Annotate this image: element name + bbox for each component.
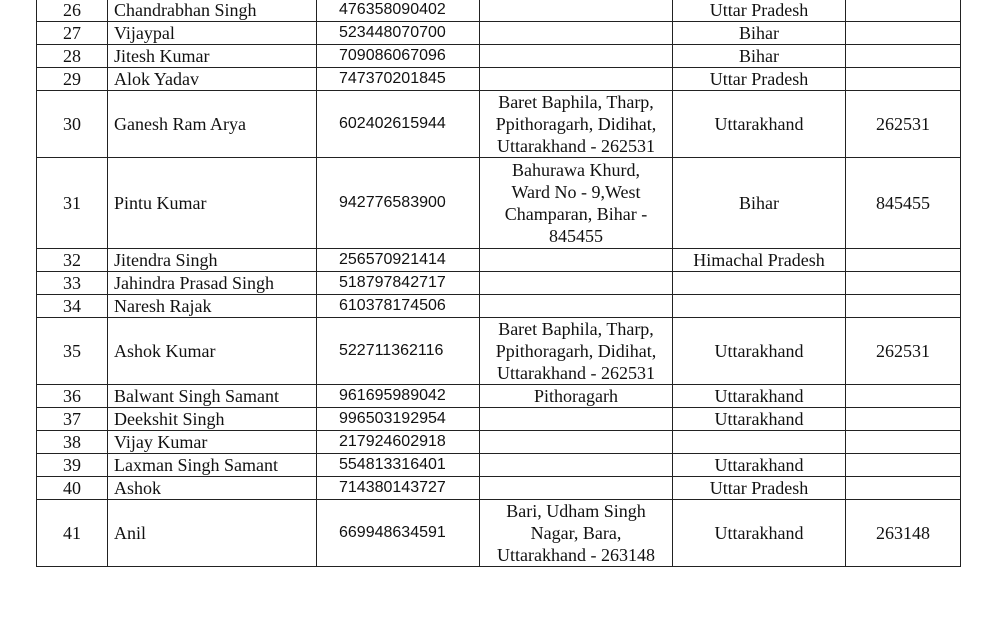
serial-number-cell bbox=[37, 272, 108, 295]
name-cell-text: Pintu Kumar bbox=[114, 193, 207, 213]
name-cell bbox=[108, 91, 317, 158]
state-cell bbox=[673, 477, 846, 500]
name-cell-text: Deekshit Singh bbox=[114, 409, 225, 429]
address-line: Bahurawa Khurd, bbox=[512, 160, 640, 180]
state-cell-text: Himachal Pradesh bbox=[693, 250, 825, 270]
serial-number-cell bbox=[37, 91, 108, 158]
name-cell-text: Jahindra Prasad Singh bbox=[114, 273, 274, 293]
address-line: Ppithoragarh, Didihat, bbox=[495, 114, 657, 134]
serial-number-cell-text: 31 bbox=[63, 193, 81, 213]
name-cell bbox=[108, 318, 317, 385]
id-number-cell bbox=[317, 249, 480, 272]
name-cell bbox=[108, 408, 317, 431]
state-cell bbox=[673, 68, 846, 91]
table-row bbox=[37, 158, 961, 249]
serial-number-cell bbox=[37, 295, 108, 318]
serial-number-cell bbox=[37, 454, 108, 477]
state-cell bbox=[673, 158, 846, 249]
serial-number-cell-text: 41 bbox=[63, 523, 81, 543]
name-cell bbox=[108, 0, 317, 22]
id-number-cell bbox=[317, 431, 480, 454]
address-line: Baret Baphila, Tharp, bbox=[498, 92, 654, 112]
serial-number-cell bbox=[37, 477, 108, 500]
name-cell bbox=[108, 249, 317, 272]
state-cell bbox=[673, 318, 846, 385]
table-row bbox=[37, 249, 961, 272]
serial-number-cell-text: 29 bbox=[63, 69, 81, 89]
serial-number-cell bbox=[37, 0, 108, 22]
id-number-cell-text: 942776583900 bbox=[339, 194, 446, 211]
name-cell bbox=[108, 385, 317, 408]
id-number-cell bbox=[317, 408, 480, 431]
address-cell bbox=[480, 500, 673, 567]
address-cell bbox=[480, 22, 673, 45]
serial-number-cell bbox=[37, 431, 108, 454]
name-cell-text: Jitendra Singh bbox=[114, 250, 218, 270]
address-cell bbox=[480, 45, 673, 68]
document-table-container bbox=[36, 0, 960, 567]
name-cell bbox=[108, 45, 317, 68]
pincode-cell bbox=[846, 431, 961, 454]
name-cell-text: Ganesh Ram Arya bbox=[114, 114, 246, 134]
state-cell-text: Uttarakhand bbox=[714, 386, 804, 406]
serial-number-cell-text: 27 bbox=[63, 23, 81, 43]
id-number-cell-text: 522711362116 bbox=[339, 342, 444, 359]
address-cell bbox=[480, 272, 673, 295]
pincode-cell-text: 263148 bbox=[876, 523, 930, 543]
name-cell bbox=[108, 272, 317, 295]
id-number-cell-text: 518797842717 bbox=[339, 274, 446, 291]
serial-number-cell-text: 30 bbox=[63, 114, 81, 134]
pincode-cell bbox=[846, 249, 961, 272]
pincode-cell bbox=[846, 318, 961, 385]
state-cell bbox=[673, 22, 846, 45]
pincode-cell-text: 845455 bbox=[876, 193, 930, 213]
table-row bbox=[37, 295, 961, 318]
state-cell-text: Bihar bbox=[739, 23, 779, 43]
id-number-cell-text: 554813316401 bbox=[339, 456, 446, 473]
table-row bbox=[37, 45, 961, 68]
name-cell-text: Vijaypal bbox=[114, 23, 175, 43]
id-number-cell bbox=[317, 272, 480, 295]
serial-number-cell bbox=[37, 22, 108, 45]
name-cell-text: Chandrabhan Singh bbox=[114, 0, 257, 20]
pincode-cell bbox=[846, 22, 961, 45]
address-line: Nagar, Bara, bbox=[530, 523, 622, 543]
serial-number-cell-text: 38 bbox=[63, 432, 81, 452]
address-line: 845455 bbox=[549, 226, 603, 246]
name-cell-text: Laxman Singh Samant bbox=[114, 455, 278, 475]
pincode-cell bbox=[846, 295, 961, 318]
pincode-cell bbox=[846, 45, 961, 68]
table-row bbox=[37, 431, 961, 454]
table-row bbox=[37, 408, 961, 431]
id-number-cell bbox=[317, 45, 480, 68]
pincode-cell-text: 262531 bbox=[876, 114, 930, 134]
state-cell bbox=[673, 454, 846, 477]
serial-number-cell bbox=[37, 249, 108, 272]
state-cell-text: Uttarakhand bbox=[714, 523, 804, 543]
name-cell-text: Vijay Kumar bbox=[114, 432, 208, 452]
id-number-cell-text: 476358090402 bbox=[339, 1, 446, 18]
pincode-cell bbox=[846, 68, 961, 91]
pincode-cell bbox=[846, 158, 961, 249]
name-cell-text: Naresh Rajak bbox=[114, 296, 212, 316]
serial-number-cell-text: 39 bbox=[63, 455, 81, 475]
id-number-cell bbox=[317, 454, 480, 477]
name-cell-text: Ashok bbox=[114, 478, 162, 498]
name-cell bbox=[108, 158, 317, 249]
address-cell bbox=[480, 0, 673, 22]
address-line: Uttarakhand - 262531 bbox=[497, 363, 655, 383]
table-body bbox=[37, 0, 961, 567]
id-number-cell-text: 714380143727 bbox=[339, 479, 446, 496]
serial-number-cell-text: 34 bbox=[63, 296, 81, 316]
address-line: Uttarakhand - 263148 bbox=[497, 545, 655, 565]
table-row bbox=[37, 500, 961, 567]
address-cell bbox=[480, 318, 673, 385]
serial-number-cell bbox=[37, 500, 108, 567]
address-cell bbox=[480, 454, 673, 477]
table-row bbox=[37, 68, 961, 91]
name-cell bbox=[108, 68, 317, 91]
state-cell bbox=[673, 45, 846, 68]
state-cell-text: Uttar Pradesh bbox=[709, 69, 809, 89]
id-number-cell-text: 996503192954 bbox=[339, 410, 446, 427]
name-cell-text: Alok Yadav bbox=[114, 69, 200, 89]
address-line: Pithoragarh bbox=[534, 386, 618, 406]
name-cell-text: Anil bbox=[114, 523, 147, 543]
serial-number-cell bbox=[37, 68, 108, 91]
table-row bbox=[37, 272, 961, 295]
id-number-cell bbox=[317, 68, 480, 91]
name-cell-text: Ashok Kumar bbox=[114, 341, 216, 361]
serial-number-cell-text: 33 bbox=[63, 273, 81, 293]
name-cell bbox=[108, 431, 317, 454]
state-cell bbox=[673, 249, 846, 272]
state-cell-text: Uttar Pradesh bbox=[709, 0, 809, 20]
pincode-cell bbox=[846, 0, 961, 22]
pincode-cell-text: 262531 bbox=[876, 341, 930, 361]
serial-number-cell bbox=[37, 318, 108, 385]
serial-number-cell bbox=[37, 45, 108, 68]
address-line: Ward No - 9,West bbox=[511, 182, 641, 202]
name-cell bbox=[108, 454, 317, 477]
name-cell bbox=[108, 500, 317, 567]
id-number-cell-text: 961695989042 bbox=[339, 387, 446, 404]
serial-number-cell bbox=[37, 385, 108, 408]
serial-number-cell-text: 40 bbox=[63, 478, 81, 498]
serial-number-cell-text: 28 bbox=[63, 46, 81, 66]
name-cell bbox=[108, 295, 317, 318]
id-number-cell-text: 747370201845 bbox=[339, 70, 446, 87]
id-number-cell-text: 523448070700 bbox=[339, 24, 446, 41]
state-cell bbox=[673, 0, 846, 22]
serial-number-cell-text: 37 bbox=[63, 409, 81, 429]
address-line: Baret Baphila, Tharp, bbox=[498, 319, 654, 339]
pincode-cell bbox=[846, 385, 961, 408]
address-cell bbox=[480, 385, 673, 408]
pincode-cell bbox=[846, 454, 961, 477]
state-cell bbox=[673, 272, 846, 295]
serial-number-cell-text: 26 bbox=[63, 0, 81, 20]
pincode-cell bbox=[846, 408, 961, 431]
state-cell bbox=[673, 408, 846, 431]
id-number-cell bbox=[317, 477, 480, 500]
table-row bbox=[37, 477, 961, 500]
state-cell-text: Uttar Pradesh bbox=[709, 478, 809, 498]
address-cell bbox=[480, 477, 673, 500]
address-cell bbox=[480, 91, 673, 158]
pincode-cell bbox=[846, 272, 961, 295]
id-number-cell bbox=[317, 22, 480, 45]
id-number-cell bbox=[317, 158, 480, 249]
address-cell bbox=[480, 158, 673, 249]
id-number-cell bbox=[317, 295, 480, 318]
id-number-cell-text: 709086067096 bbox=[339, 47, 446, 64]
state-cell-text: Uttarakhand bbox=[714, 409, 804, 429]
state-cell bbox=[673, 91, 846, 158]
pincode-cell bbox=[846, 91, 961, 158]
address-line: Champaran, Bihar - bbox=[504, 204, 648, 224]
state-cell bbox=[673, 295, 846, 318]
table-row bbox=[37, 318, 961, 385]
serial-number-cell bbox=[37, 408, 108, 431]
id-number-cell-text: 669948634591 bbox=[339, 524, 446, 541]
name-cell bbox=[108, 22, 317, 45]
serial-number-cell-text: 36 bbox=[63, 386, 81, 406]
id-number-cell bbox=[317, 318, 480, 385]
id-number-cell-text: 602402615944 bbox=[339, 115, 446, 132]
name-cell-text: Jitesh Kumar bbox=[114, 46, 210, 66]
table-row bbox=[37, 22, 961, 45]
id-number-cell bbox=[317, 0, 480, 22]
address-line: Uttarakhand - 262531 bbox=[497, 136, 655, 156]
pincode-cell bbox=[846, 500, 961, 567]
state-cell-text: Bihar bbox=[739, 193, 779, 213]
id-number-cell-text: 256570921414 bbox=[339, 251, 446, 268]
serial-number-cell bbox=[37, 158, 108, 249]
state-cell-text: Bihar bbox=[739, 46, 779, 66]
state-cell-text: Uttarakhand bbox=[714, 455, 804, 475]
address-cell bbox=[480, 295, 673, 318]
state-cell bbox=[673, 385, 846, 408]
id-number-cell-text: 217924602918 bbox=[339, 433, 446, 450]
state-cell-text: Uttarakhand bbox=[714, 114, 804, 134]
table-row bbox=[37, 91, 961, 158]
address-cell bbox=[480, 249, 673, 272]
beneficiary-table bbox=[36, 0, 961, 567]
pincode-cell bbox=[846, 477, 961, 500]
state-cell bbox=[673, 500, 846, 567]
id-number-cell bbox=[317, 385, 480, 408]
address-cell bbox=[480, 68, 673, 91]
id-number-cell bbox=[317, 91, 480, 158]
state-cell-text: Uttarakhand bbox=[714, 341, 804, 361]
table-row bbox=[37, 385, 961, 408]
address-cell bbox=[480, 408, 673, 431]
id-number-cell-text: 610378174506 bbox=[339, 297, 446, 314]
serial-number-cell-text: 32 bbox=[63, 250, 81, 270]
table-row bbox=[37, 0, 961, 22]
address-line: Bari, Udham Singh bbox=[506, 501, 646, 521]
address-line: Ppithoragarh, Didihat, bbox=[495, 341, 657, 361]
state-cell bbox=[673, 431, 846, 454]
address-cell bbox=[480, 431, 673, 454]
serial-number-cell-text: 35 bbox=[63, 341, 81, 361]
id-number-cell bbox=[317, 500, 480, 567]
table-row bbox=[37, 454, 961, 477]
name-cell bbox=[108, 477, 317, 500]
name-cell-text: Balwant Singh Samant bbox=[114, 386, 279, 406]
